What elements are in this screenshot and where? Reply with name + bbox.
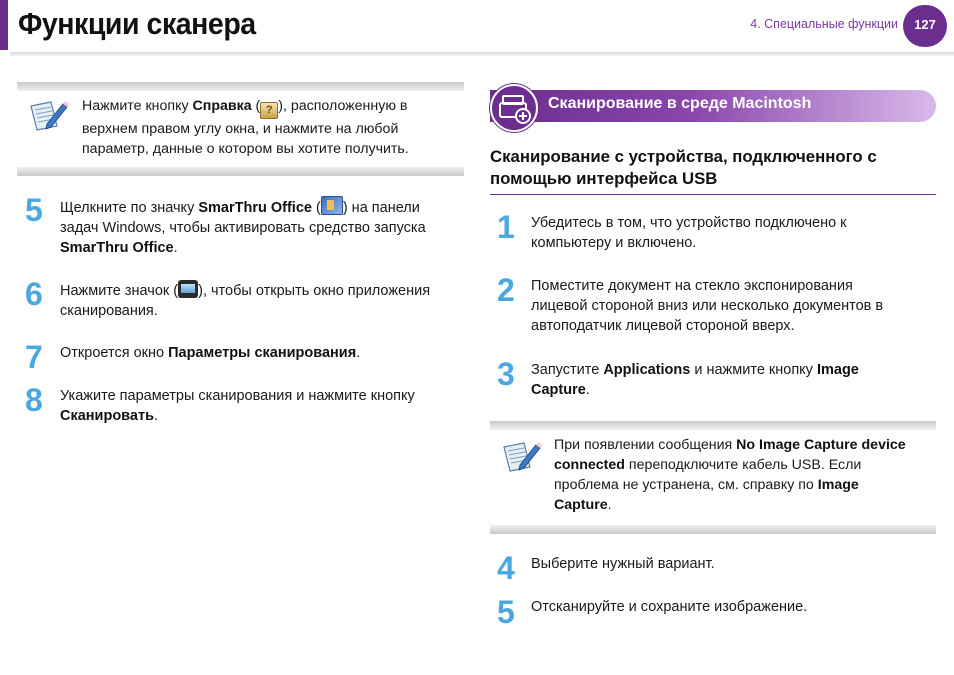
scan-window-icon <box>178 280 198 298</box>
step-text: Укажите параметры сканирования и нажмите кнопку Сканировать. <box>60 388 415 424</box>
step-text: Выберите нужный вариант. <box>531 556 715 572</box>
step-text: Отсканируйте и сохраните изображение. <box>531 599 808 615</box>
page-title: Функции сканера <box>18 6 256 41</box>
step-number: 5 <box>25 192 42 228</box>
note-box-help <box>17 82 464 176</box>
step-text: Запустите Applications и нажмите кнопку Image Capture. <box>531 362 859 398</box>
note-pencil-icon <box>500 437 542 480</box>
page-number-badge: 127 <box>903 5 947 47</box>
header-divider <box>10 52 954 56</box>
note-usb-text: При появлении сообщения No Image Capture device connected переподключите кабель USB. Если проблема не устранена, см. справку по Image Capture. <box>554 437 906 513</box>
smarthru-office-icon <box>321 196 343 215</box>
subsection-heading: Сканирование с устройства, подключенного с помощью интерфейса USB <box>490 147 877 188</box>
header-accent-bar <box>0 0 8 50</box>
step-number: 6 <box>25 276 42 312</box>
section-title: Сканирование в среде Macintosh <box>548 95 812 112</box>
note-help-text: Нажмите кнопку Справка ( ? ), расположенную в верхнем правом углу окна, и нажмите на любой параметр, данные о котором вы хотите получить. <box>82 98 409 157</box>
step-text: Откроется окно Параметры сканирования. <box>60 345 361 361</box>
step-number: 5 <box>497 594 514 630</box>
note-box-usb <box>490 421 936 534</box>
step-number: 3 <box>497 356 514 392</box>
help-question-icon: ? <box>260 102 278 119</box>
step-number: 1 <box>497 209 514 245</box>
step-text: Нажмите значок ( ), чтобы открыть окно приложения сканирования. <box>60 280 465 321</box>
step-number: 2 <box>497 272 514 308</box>
step-number: 7 <box>25 339 42 375</box>
step-number: 4 <box>497 550 514 586</box>
step-number: 8 <box>25 382 42 418</box>
subsection-divider <box>490 194 936 195</box>
note-pencil-icon <box>27 96 69 139</box>
step-text: Щелкните по значку SmarThru Office ( ) на панели задач Windows, чтобы активировать средство запуска SmarThru Office. <box>60 196 465 258</box>
scanner-mac-icon <box>490 84 538 132</box>
chapter-label: 4. Специальные функции <box>750 17 898 31</box>
step-text: Поместите документ на стекло экспонирования лицевой стороной вниз или несколько документов в автоподатчик лицевой стороной вверх. <box>531 278 884 334</box>
step-text: Убедитесь в том, что устройство подключено к компьютеру и включено. <box>531 215 847 251</box>
